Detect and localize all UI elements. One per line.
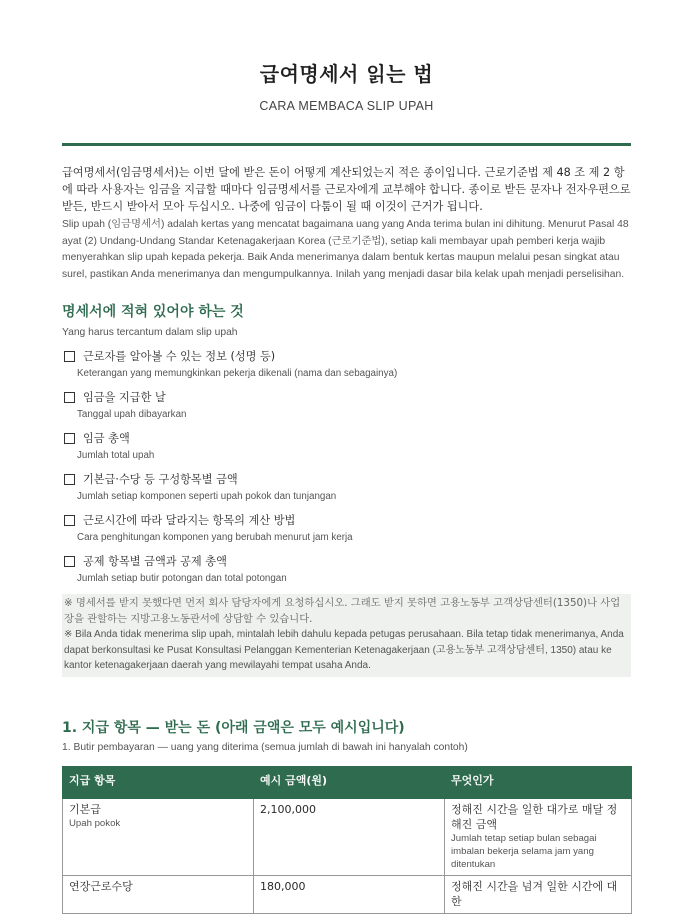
checklist-item-id: Jumlah total upah — [77, 450, 155, 461]
table-header-row — [63, 766, 632, 798]
item-name-ko: 기본급 — [69, 802, 101, 816]
section1-heading: 1. 지급 항목 — 받는 돈 (아래 금액은 모두 예시입니다) — [62, 719, 405, 736]
required-subheading: Yang harus tercantum dalam slip upah — [62, 327, 238, 338]
checklist-item-ko: 기본급·수당 등 구성항목별 금액 — [83, 473, 238, 486]
checkbox-icon — [64, 556, 75, 567]
description-id: Jumlah tetap setiap bulan sebagai imbalan bekerja selama jam yang ditentukan — [451, 832, 597, 870]
checkbox-icon — [64, 392, 75, 403]
item-name-ko: 연장근로수당 — [69, 879, 133, 893]
table-row — [63, 875, 632, 913]
checklist-item-id: Jumlah setiap komponen seperti upah pokok dan tunjangan — [77, 491, 337, 502]
intro-indonesian: Slip upah (임금명세서) adalah kertas yang mencatat bagaimana uang yang Anda terima bulan ini dihitung. Menurut Pasal 48 ayat (2) Undang-Undang Standar Ketenagakerjaan Korea (근로기준법), setiap kali membayar upah pemberi kerja wajib menyerahkan slip upah kepada pekerja. Baik Anda menerimanya dalam bentuk kertas maupun melalui pesan singkat atau surel, pastikan Anda menerimanya dan mengumpulkannya. Inilah yang menjadi dasar bila kelak upah menjadi perselisihan. — [62, 219, 629, 280]
checkbox-icon — [64, 474, 75, 485]
item-name-id: Upah pokok — [69, 817, 121, 829]
amount-cell — [254, 875, 445, 913]
page-subtitle: CARA MEMBACA SLIP UPAH — [259, 99, 434, 113]
intro-korean: 급여명세서(임금명세서)는 이번 달에 받은 돈이 어떻게 계산되었는지 적은 종이입니다. 근로기준법 제 48 조 제 2 항에 따라 사용자는 임금을 지급할 때마다 임금명세서를 근로자에게 교부해야 합니다. 종이로 받든 문자나 전자우편으로 받든, 반드시 받아서 모아 두십시오. 나중에 임금이 다툼이 될 때 이것이 근거가 됩니다. — [62, 166, 631, 213]
column-header-item: 지급 항목 — [63, 766, 254, 798]
column-header-amount: 예시 금액(원) — [254, 766, 445, 798]
amount-value: 180,000 — [260, 879, 306, 893]
description-cell — [445, 798, 632, 875]
checklist-item-ko: 임금을 지급한 날 — [83, 391, 166, 404]
checkbox-icon — [64, 351, 75, 362]
description-cell — [445, 875, 632, 913]
item-cell — [63, 798, 254, 875]
page-title: 급여명세서 읽는 법 — [259, 62, 434, 86]
checklist-item — [62, 348, 631, 379]
note-box — [62, 594, 631, 677]
checklist-item — [62, 471, 631, 502]
checkbox-icon — [64, 515, 75, 526]
checklist-item-ko: 근로시간에 따라 달라지는 항목의 계산 방법 — [83, 514, 296, 527]
checklist-item — [62, 512, 631, 543]
checklist-item-id: Tanggal upah dibayarkan — [77, 409, 187, 420]
checklist-item-ko: 공제 항목별 금액과 공제 총액 — [83, 555, 227, 568]
amount-value: 2,100,000 — [260, 802, 316, 816]
checklist-item-ko: 임금 총액 — [83, 432, 130, 445]
checklist-item-id: Cara penghitungan komponen yang berubah menurut jam kerja — [77, 532, 353, 543]
checklist-item-id: Keterangan yang memungkinkan pekerja dikenali (nama dan sebagainya) — [77, 368, 398, 379]
title-divider — [62, 143, 631, 146]
amount-cell — [254, 798, 445, 875]
checklist-item-ko: 근로자를 알아볼 수 있는 정보 (성명 등) — [83, 350, 276, 363]
description-ko: 정해진 시간을 넘겨 일한 시간에 대한 — [451, 879, 618, 908]
required-heading: 명세서에 적혀 있어야 하는 것 — [62, 304, 244, 320]
column-header-description: 무엇인가 — [445, 766, 632, 798]
document-page — [62, 0, 631, 914]
note-korean: ※ 명세서를 받지 못했다면 먼저 회사 담당자에게 요청하십시오. 그래도 받지 못하면 고용노동부 고객상담센터(1350)나 사업장을 관할하는 지방고용노동관서에 상담할 수 있습니다. — [64, 597, 621, 625]
checklist-item — [62, 553, 631, 584]
checklist-item-id: Jumlah setiap butir potongan dan total potongan — [77, 573, 287, 584]
payment-items-table — [62, 766, 632, 914]
section1-subheading: 1. Butir pembayaran — uang yang diterima (semua jumlah di bawah ini hanyalah contoh) — [62, 741, 468, 753]
checklist-item — [62, 389, 631, 420]
checklist-item — [62, 430, 631, 461]
description-ko: 정해진 시간을 일한 대가로 매달 정해진 금액 — [451, 802, 618, 831]
table-row — [63, 798, 632, 875]
note-indonesian: ※ Bila Anda tidak menerima slip upah, mintalah lebih dahulu kepada petugas perusahaan. Bila tetap tidak menerimanya, Anda dapat berkonsultasi ke Pusat Konsultasi Pelanggan Kementerian Ketenagakerjaan (고용노동부 고객상담센터, 1350) atau ke kantor ketenagakerjaan daerah yang mewilayahi tempat usaha Anda. — [64, 629, 624, 671]
checkbox-icon — [64, 433, 75, 444]
item-cell — [63, 875, 254, 913]
required-checklist — [62, 348, 631, 584]
